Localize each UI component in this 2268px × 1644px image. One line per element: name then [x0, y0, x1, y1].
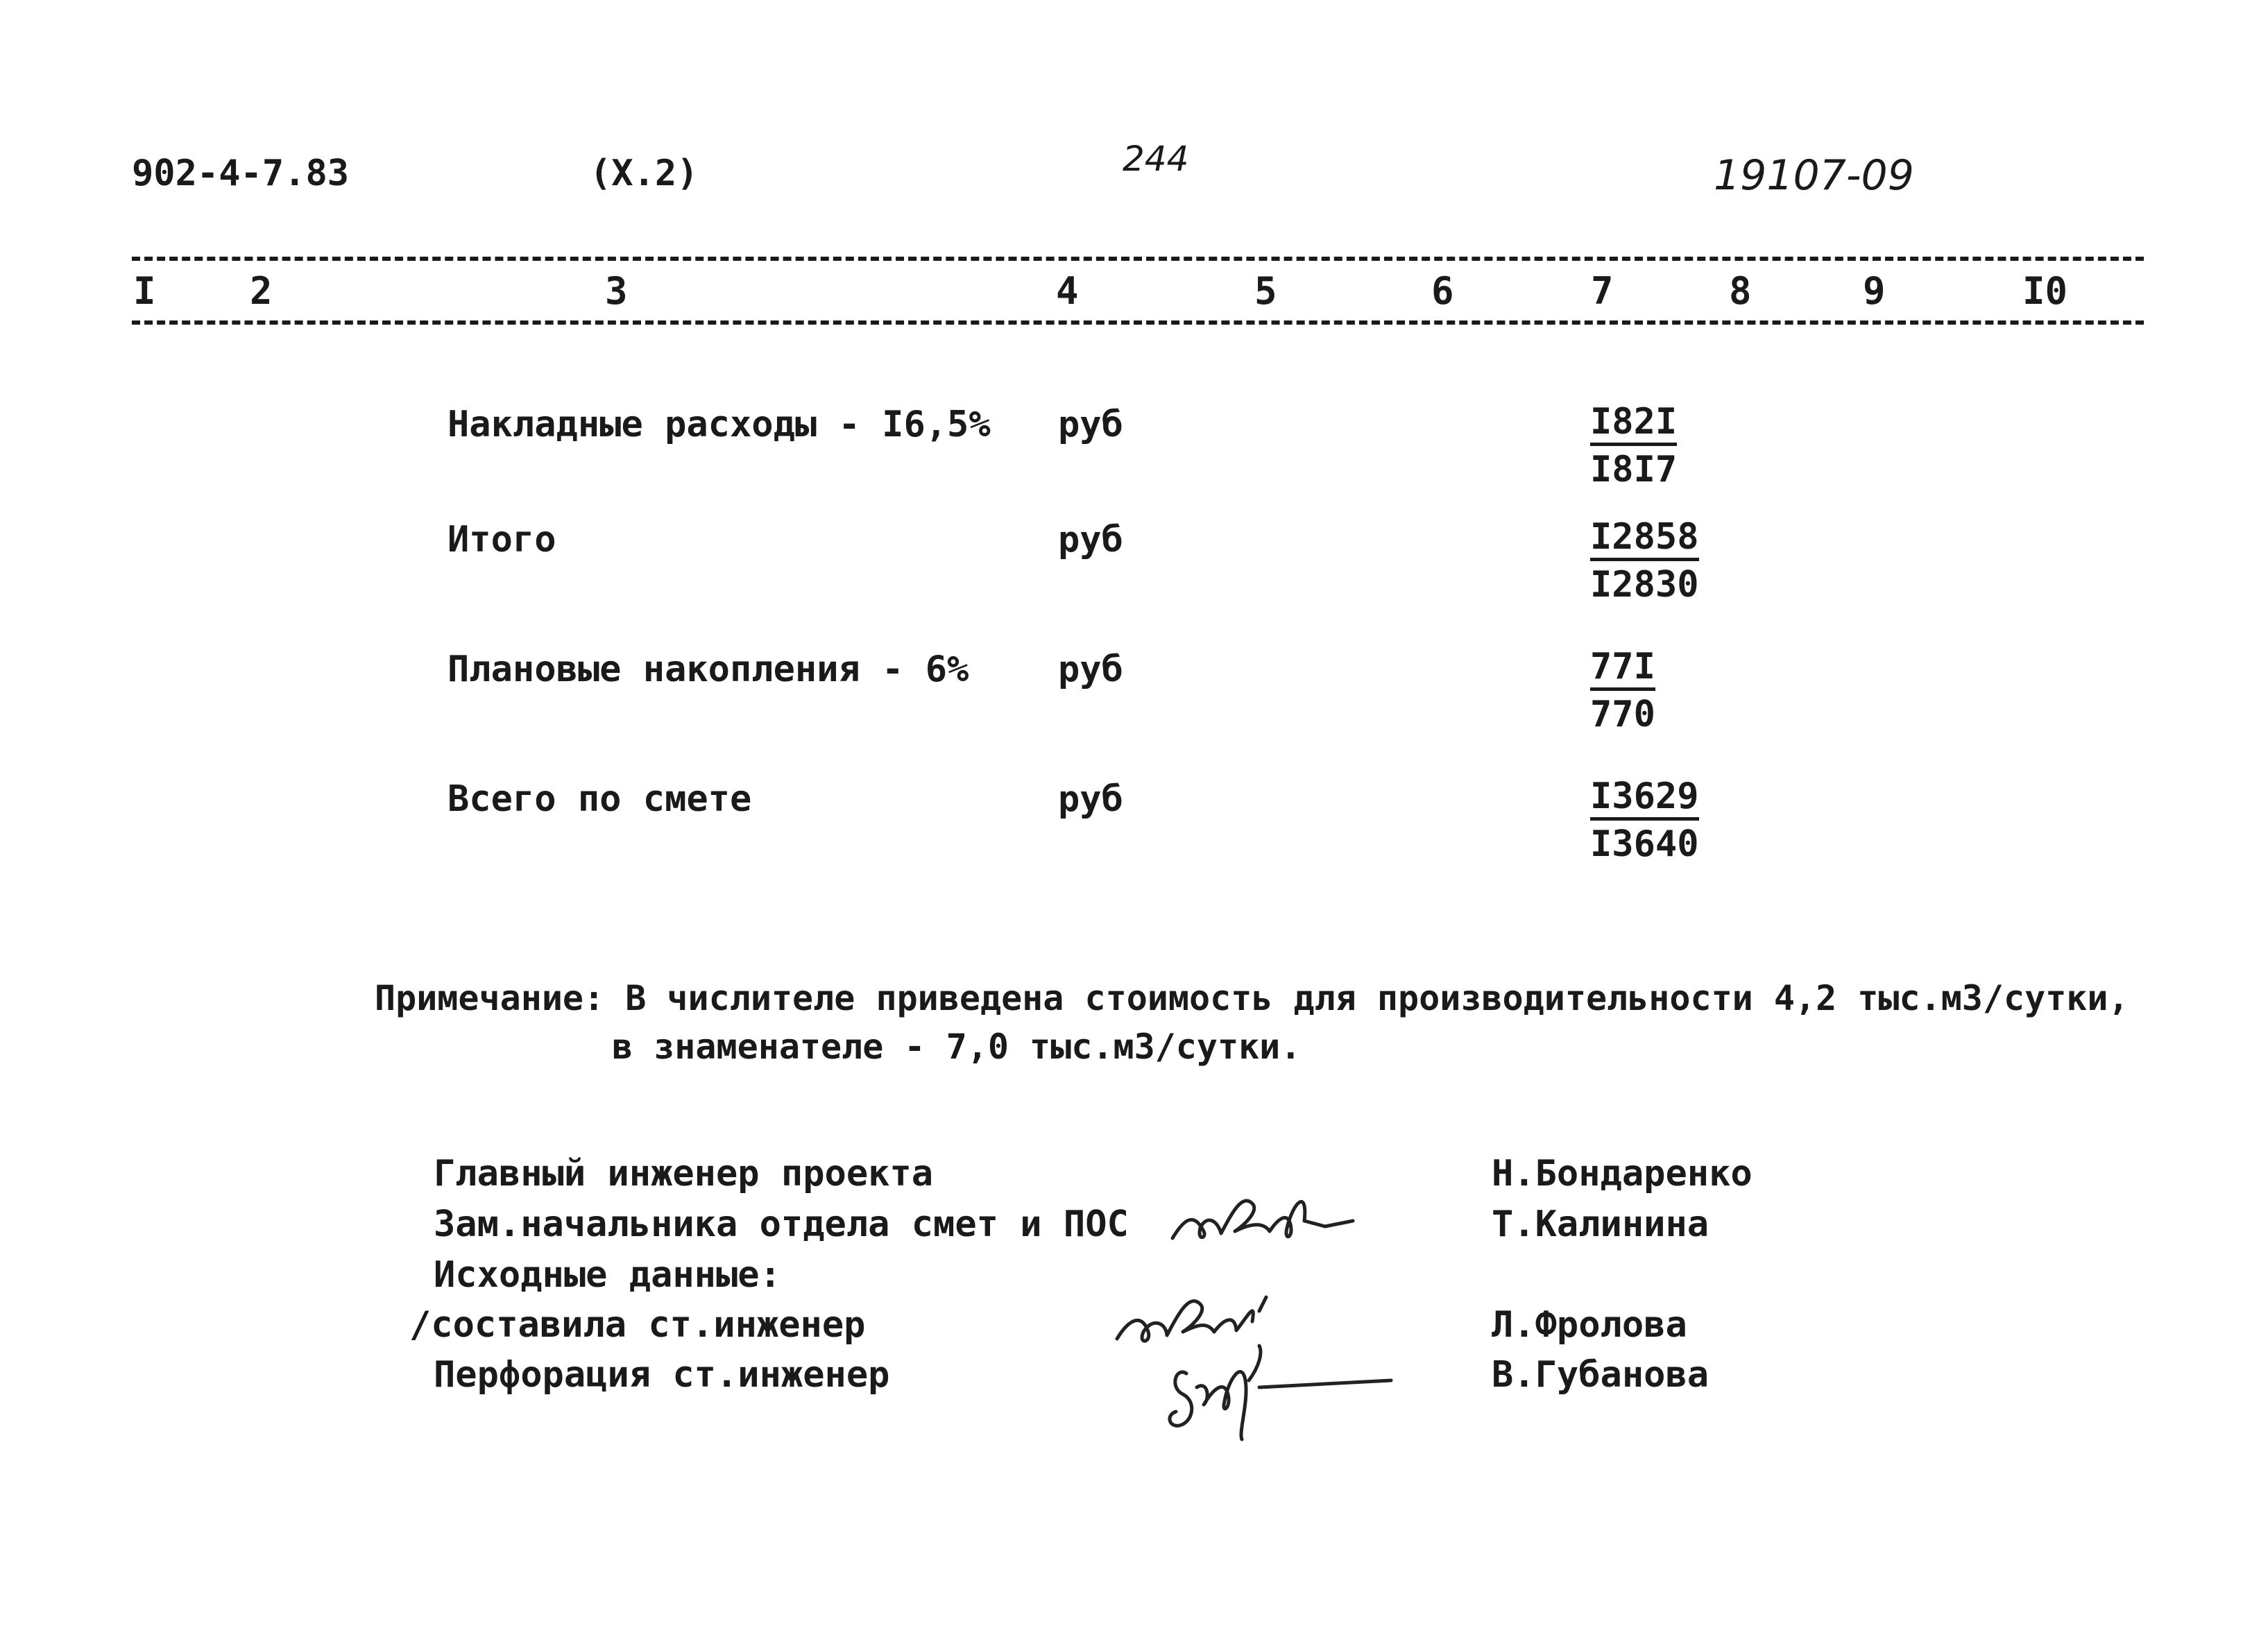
- column-number: 8: [1729, 269, 1752, 313]
- column-number: 9: [1863, 269, 1886, 313]
- row-value-fraction: [1590, 398, 1677, 493]
- row-label: Накладные расходы - I6,5%: [447, 404, 991, 445]
- value-numerator: I82I: [1590, 401, 1677, 446]
- note-line: в знаменателе - 7,0 тыс.м3/сутки.: [612, 1027, 1302, 1067]
- row-value-fraction: [1590, 643, 1655, 738]
- row-label: Итого: [447, 519, 556, 560]
- signature-name: Л.Фролова: [1492, 1304, 1687, 1346]
- document-code: 902-4-7.83: [132, 153, 350, 194]
- row-value-fraction: [1590, 513, 1699, 608]
- header-dashed-line-bottom: [132, 320, 2144, 325]
- value-denominator: 770: [1590, 694, 1655, 735]
- value-numerator: 77I: [1590, 646, 1655, 691]
- signature-role: Перфорация ст.инженер: [434, 1354, 890, 1396]
- value-numerator: I2858: [1590, 516, 1699, 561]
- signature-role: /составила ст.инженер: [409, 1304, 866, 1346]
- column-number: 7: [1591, 269, 1614, 313]
- row-label: Всего по смете: [447, 778, 752, 820]
- column-number: 5: [1254, 269, 1277, 313]
- column-number: 2: [250, 269, 273, 313]
- handwritten-signature-frolova-gubanova: [1110, 1283, 1401, 1443]
- signature-name: Т.Калинина: [1492, 1204, 1709, 1245]
- row-unit: руб: [1058, 649, 1123, 690]
- signature-name: Н.Бондаренко: [1492, 1153, 1753, 1195]
- column-number: I0: [2022, 269, 2068, 313]
- header-dashed-line-top: [132, 257, 2144, 261]
- row-value-fraction: [1590, 773, 1699, 868]
- column-number: 3: [605, 269, 628, 313]
- handwritten-number: 19107-09: [1714, 151, 1914, 200]
- column-number: 6: [1431, 269, 1454, 313]
- row-unit: руб: [1058, 778, 1123, 820]
- value-denominator: I2830: [1590, 564, 1699, 606]
- signature-role: Исходные данные:: [434, 1254, 781, 1296]
- row-unit: руб: [1058, 404, 1123, 445]
- signature-role: Главный инженер проекта: [434, 1153, 934, 1195]
- value-denominator: I8I7: [1590, 449, 1678, 490]
- column-number: 4: [1056, 269, 1079, 313]
- handwritten-signature-kalinina: [1166, 1172, 1360, 1256]
- signature-role: Зам.начальника отдела смет и ПОС: [434, 1204, 1129, 1245]
- signature-name: В.Губанова: [1492, 1354, 1709, 1396]
- page-number: 244: [1123, 139, 1189, 179]
- column-number: I: [133, 269, 156, 313]
- note-line: Примечание: В числителе приведена стоимость для производительности 4,2 тыс.м3/сутки,: [375, 978, 2129, 1018]
- row-unit: руб: [1058, 519, 1123, 560]
- value-denominator: I3640: [1590, 823, 1699, 865]
- row-label: Плановые накопления - 6%: [447, 649, 969, 690]
- section-code: (X.2): [590, 153, 699, 194]
- value-numerator: I3629: [1590, 776, 1699, 821]
